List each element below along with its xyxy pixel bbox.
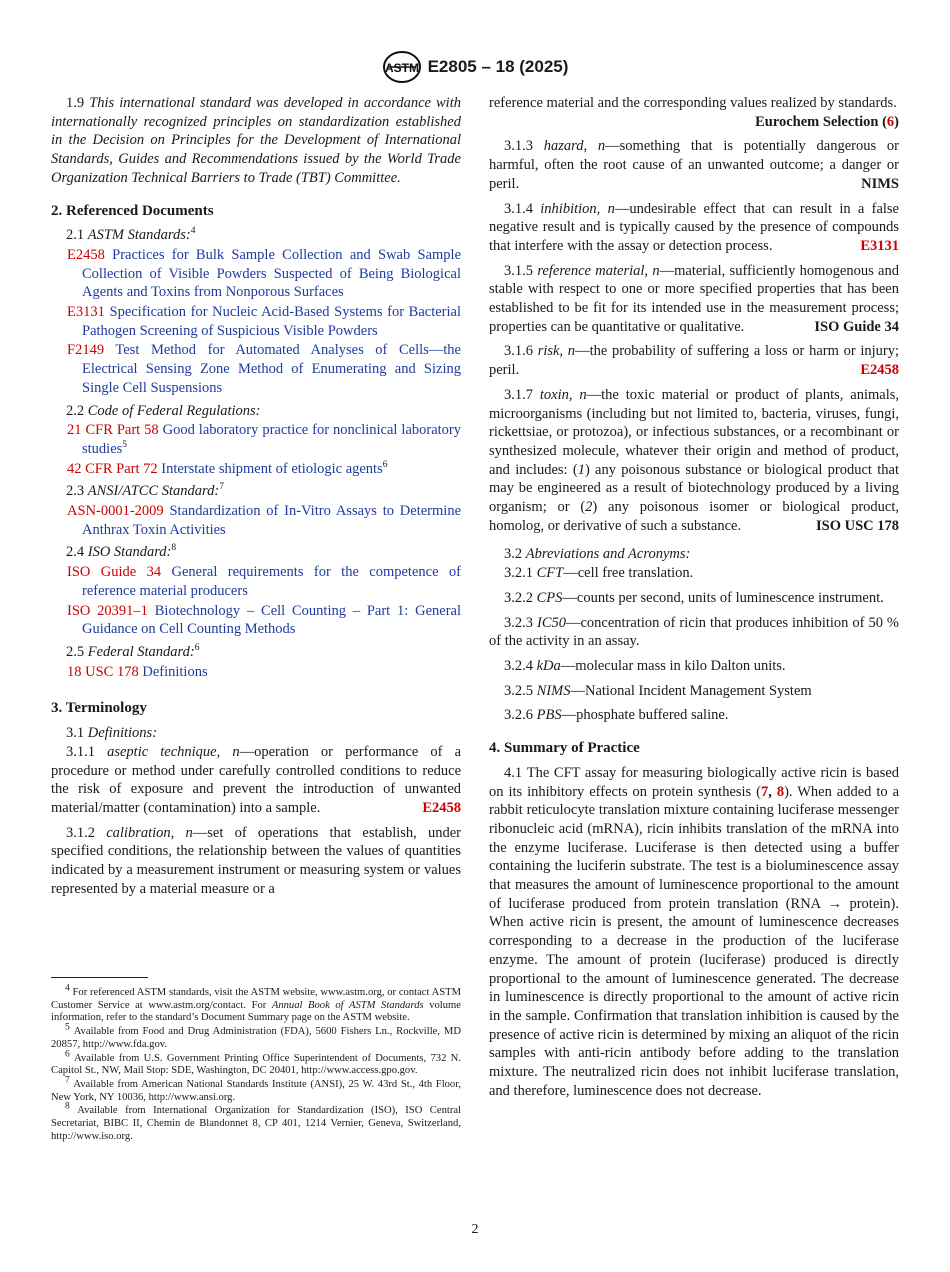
definition-source: ISO USC 178 xyxy=(816,517,899,534)
subsection-2-4: 2.4 ISO Standard:$^8$ xyxy=(66,543,177,561)
subsection-2-3: 2.3 ANSI/ATCC Standard:$^7$ xyxy=(66,482,224,500)
reference-link[interactable]: E2458 Practices for Bulk Sample Collection and Swab Sample Collection of Visible Powders Suspected of Being Biological Agents and Toxins from Nonporous Surfaces xyxy=(67,246,462,301)
definition-source: Eurochem Selection (6) xyxy=(755,113,899,130)
svg-text:ASTM: ASTM xyxy=(384,61,419,75)
definition-3-1-5: 3.1.5 reference material, n—material, sufficiently homogenous and stable with respect to one or more specified properties that has been established to be fit for its intended use in the measurement process; properties can be quantitative or qualitative. ISO Guide 34 xyxy=(489,262,899,335)
citation-link[interactable]: 6 xyxy=(886,113,895,130)
definition-3-1-2: 3.1.2 calibration, n—set of operations that establish, under specified conditions, the relationship between the values of quantities indicated by a measurement instrument or measuring system or values represented by a material measure or a xyxy=(51,824,461,897)
definition-3-1-6: 3.1.6 risk, n—the probability of suffering a loss or harm or injury; peril. E2458 xyxy=(489,343,900,379)
section-4-heading: 4. Summary of Practice xyxy=(489,740,640,757)
paragraph-1-9: 1.9 This international standard was developed in accordance with internationally recognized principles on standardization established in the Decision on Principles for the Development of International Standards, Guides and Recommendations issued by the World Trade Organization Technical Barriers to Trade (TBT) Committee. xyxy=(51,95,461,186)
abbreviation-item: 3.2.4 kDa—molecular mass in kilo Dalton units. xyxy=(504,657,786,674)
citation-link[interactable]: 7 xyxy=(760,783,769,800)
footnote: $^8$ Available from International Organization for Standardization (ISO), ISO Central Secretariat, BIBC II, Chemin de Blandonnet 8, CP 401, 1214 Vernier, Geneva, Switzerland, http://www.iso.org. xyxy=(51,1101,461,1142)
definition-source-link[interactable]: E2458 xyxy=(860,362,899,379)
definition-3-1-7: 3.1.7 toxin, n—the toxic material or product of plants, animals, microorganisms (including but not limited to, bacteria, viruses, fungi, rickettsiae, or protozoa), or infectious substances, or a recombinant or synthesized molecule, whatever their origin and method of product, and includes: (1) any poisonous substance or biological product that may be engineered as a result of biotechnology produced by a living organism; or (2) any poisonous isomer or biological product, homolog, or derivative of such a substance. ISO USC 178 xyxy=(489,386,900,534)
left-column xyxy=(51,94,461,898)
reference-link[interactable]: 21 CFR Part 58 Good laboratory practice for nonclinical laboratory studies$^5$ xyxy=(67,422,462,457)
definition-3-1-1: 3.1.1 aseptic technique, n—operation or performance of a procedure or method under carefully controlled conditions to reduce the risk of exposure and prevent the introduction of unwanted material/matter (contamination) into a sample. E2458 xyxy=(51,743,462,816)
reference-link[interactable]: F2149 Test Method for Automated Analyses of Cells—the Electrical Sensing Zone Method of Enumerating and Sizing Single Cell Suspensions xyxy=(67,342,461,396)
abbreviation-item: 3.2.6 PBS—phosphate buffered saline. xyxy=(504,707,729,724)
section-2-heading: 2. Referenced Documents xyxy=(51,202,214,219)
abbreviation-item: 3.2.3 IC50—concentration of ricin that produces inhibition of 50 % of the activity in an assay. xyxy=(489,614,899,650)
page-number: 2 xyxy=(471,1222,479,1237)
abbreviation-item: 3.2.1 CFT—cell free translation. xyxy=(504,565,694,582)
citation-link[interactable]: 8 xyxy=(776,783,785,800)
definition-3-1-4: 3.1.4 inhibition, n—undesirable effect that can result in a false negative result and is typically caused by the presence of compounds that interfere with the assay or detection process. E3131 xyxy=(489,200,899,254)
reference-link[interactable]: ISO Guide 34 General requirements for the competence of reference material producers xyxy=(67,564,461,599)
subsection-2-5: 2.5 Federal Standard:$^6$ xyxy=(66,643,200,660)
subsection-2-2: 2.2 Code of Federal Regulations: xyxy=(66,402,261,419)
definition-source-link[interactable]: E3131 xyxy=(860,237,899,254)
reference-link[interactable]: 42 CFR Part 72 Interstate shipment of etiologic agents$^6$ xyxy=(67,459,388,477)
right-column xyxy=(489,94,899,1100)
definition-3-1-2-continued: reference material and the corresponding values realized by standards. Eurochem Selection (6) xyxy=(489,95,899,130)
definition-source: ISO Guide 34 xyxy=(814,318,899,335)
definition-source: NIMS xyxy=(861,175,899,192)
abbreviation-item: 3.2.2 CPS—counts per second, units of luminescence instrument. xyxy=(504,589,884,606)
document-designation: E2805 – 18 (2025) xyxy=(427,56,569,76)
subsection-3-1: 3.1 Definitions: xyxy=(66,725,158,742)
footnote: $^6$ Available from U.S. Government Printing Office Superintendent of Documents, 732 N. Capitol St., NW, Mail Stop: SDE, Washington, DC 20401, http://www.access.gpo.gov. xyxy=(51,1048,461,1077)
footnote-divider xyxy=(51,977,148,978)
paragraph-4-1: 4.1 The CFT assay for measuring biologically active ricin is based on its inhibitory effects on protein synthesis (7, 8). When added to a rabbit reticulocyte translation mixture containing luciferase messenger ribonucleic acid (mRNA), ricin inhibits translation of the mRNA into the enzyme luciferase. Luciferase is then detected using a buffer containing the luciferin substrate. The test is a bioluminescence assay that measures the amount of luminescence proportional to the amount of luciferase produced from protein translation (RNA → protein). When active ricin is present, the amount of luminescence decreases corresponding to a decrease in the production of the luciferase enzyme. The amount of protein (luciferase) produced is directly proportional to the amount of luminescence generated. The decrease in luminescence is directly proportional to the amount of active ricin in the sample. Confirmation that translation inhibition is caused by the presence of active ricin is determined by mixing an aliquot of the ricin samples with anti-ricin antibody before adding to the translation mixture. The neutralized ricin does not inhibit luciferase translation, and therefore, luminescence does not decrease. xyxy=(489,764,900,1099)
page-header xyxy=(0,50,950,84)
definition-3-1-3: 3.1.3 hazard, n—something that is potentially dangerous or harmful, often the root cause of an unwanted outcome; a danger or peril. NIMS xyxy=(489,138,899,192)
astm-logo-icon xyxy=(382,50,422,84)
subsection-3-2: 3.2 Abreviations and Acronyms: xyxy=(504,546,691,563)
subsection-2-1: 2.1 ASTM Standards:$^4$ xyxy=(66,226,196,244)
footnote: $^5$ Available from Food and Drug Administration (FDA), 5600 Fishers Ln., Rockville, MD 20857, http://www.fda.gov. xyxy=(51,1022,461,1050)
footnote: $^4$ For referenced ASTM standards, visit the ASTM website, www.astm.org, or contact ASTM Customer Service at www.astm.org/contact. For Annual Book of ASTM Standards volume information, refer to the standard’s Document Summary page on the ASTM website. xyxy=(51,983,462,1024)
reference-link[interactable]: ASN-0001-2009 Standardization of In-Vitro Assays to Determine Anthrax Toxin Activities xyxy=(67,503,462,538)
reference-link[interactable]: 18 USC 178 Definitions xyxy=(67,663,208,680)
section-3-heading: 3. Terminology xyxy=(51,700,147,717)
footnotes xyxy=(51,983,462,1144)
reference-link[interactable]: ISO 20391–1 Biotechnology – Cell Counting – Part 1: General Guidance on Cell Counting Methods xyxy=(67,602,462,638)
reference-link[interactable]: E3131 Specification for Nucleic Acid-Based Systems for Bacterial Pathogen Screening of Suspicious Visible Powders xyxy=(67,304,461,339)
footnote: $^7$ Available from American National Standards Institute (ANSI), 25 W. 43rd St., 4th Floor, New York, NY 10036, http://www.ansi.org. xyxy=(51,1075,461,1103)
abbreviation-item: 3.2.5 NIMS—National Incident Management System xyxy=(504,682,812,699)
definition-source-link[interactable]: E2458 xyxy=(422,799,461,816)
